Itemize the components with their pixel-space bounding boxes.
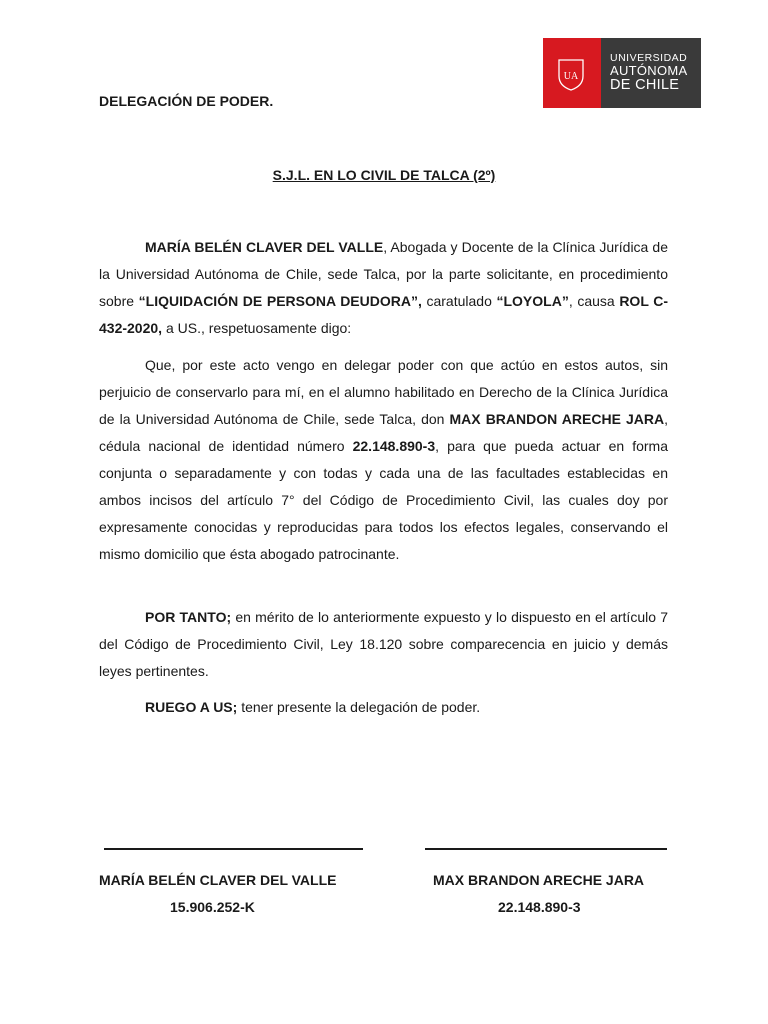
case-caption: “LOYOLA” xyxy=(496,293,569,309)
signature-name-attorney: MARÍA BELÉN CLAVER DEL VALLE xyxy=(99,872,337,888)
p2-text-3: , para que pueda actuar en forma conjunta o separadamente y con todas y cada una de las facultades establecidas en ambos incisos del artículo 7° del Código de Procedimiento Civil, las cuales doy por expresamente conocidas y reproducidas para todos los efectos legales, conservando el mismo domicilio que ésta abogado patrocinante. xyxy=(99,438,668,562)
p1-text-3: , causa xyxy=(568,293,620,309)
p2-text-1: Que, por este acto vengo en delegar poder con que actúo en estos autos, sin perjuicio de conservarlo para mí, en el alumno habilitado en Derecho de la Clínica Jurídica de la Universidad Autónoma de Chile, sede Talca, don xyxy=(99,357,668,427)
p1-text-1: , Abogada y Docente de la Clínica Jurídica de la Universidad Autónoma de Chile, sede Talca, por la parte solicitante, en procedimiento sobre xyxy=(99,239,668,309)
paragraph-ruego xyxy=(99,694,668,721)
p4-text-1: tener presente la delegación de poder. xyxy=(237,699,481,715)
shield-icon xyxy=(556,56,586,92)
court-heading: S.J.L. EN LO CIVIL DE TALCA (2º) xyxy=(272,167,496,183)
paragraph-delegation xyxy=(99,352,668,568)
signature-id-attorney: 15.906.252-K xyxy=(170,899,255,915)
petitioner-name: MARÍA BELÉN CLAVER DEL VALLE xyxy=(145,239,384,255)
por-tanto-lead: POR TANTO; xyxy=(145,609,232,625)
paragraph-petitioner xyxy=(99,234,668,342)
signature-id-student: 22.148.890-3 xyxy=(498,899,581,915)
signature-line-student xyxy=(425,848,667,850)
case-rol: ROL C-432-2020, xyxy=(99,293,668,336)
logo-line-2: AUTÓNOMA xyxy=(610,63,688,78)
p1-text-2: caratulado xyxy=(421,293,497,309)
ruego-lead: RUEGO A US; xyxy=(145,699,238,715)
university-logo xyxy=(543,38,701,108)
logo-wordmark xyxy=(601,38,701,108)
signature-name-student: MAX BRANDON ARECHE JARA xyxy=(433,872,645,888)
logo-seal-panel xyxy=(543,38,601,108)
p3-text-1: en mérito de lo anteriormente expuesto y lo dispuesto en el artículo 7 del Código de Procedimiento Civil, Ley 18.120 sobre comparecencia en juicio y demás leyes pertinentes. xyxy=(99,609,668,679)
logo-line-3: DE CHILE xyxy=(610,77,680,93)
student-name: MAX BRANDON ARECHE JARA xyxy=(449,411,665,427)
document-title: DELEGACIÓN DE PODER. xyxy=(99,93,274,109)
student-rut: 22.148.890-3 xyxy=(352,438,436,454)
p1-text-4: a US., respetuosamente digo: xyxy=(162,320,352,336)
logo-line-1: UNIVERSIDAD xyxy=(610,52,688,64)
p2-text-2: , cédula nacional de identidad número xyxy=(99,411,669,454)
signature-line-attorney xyxy=(104,848,363,850)
logo-seal-text: UA xyxy=(563,71,579,82)
matter: “LIQUIDACIÓN DE PERSONA DEUDORA”, xyxy=(138,293,422,309)
paragraph-por-tanto xyxy=(99,604,668,685)
